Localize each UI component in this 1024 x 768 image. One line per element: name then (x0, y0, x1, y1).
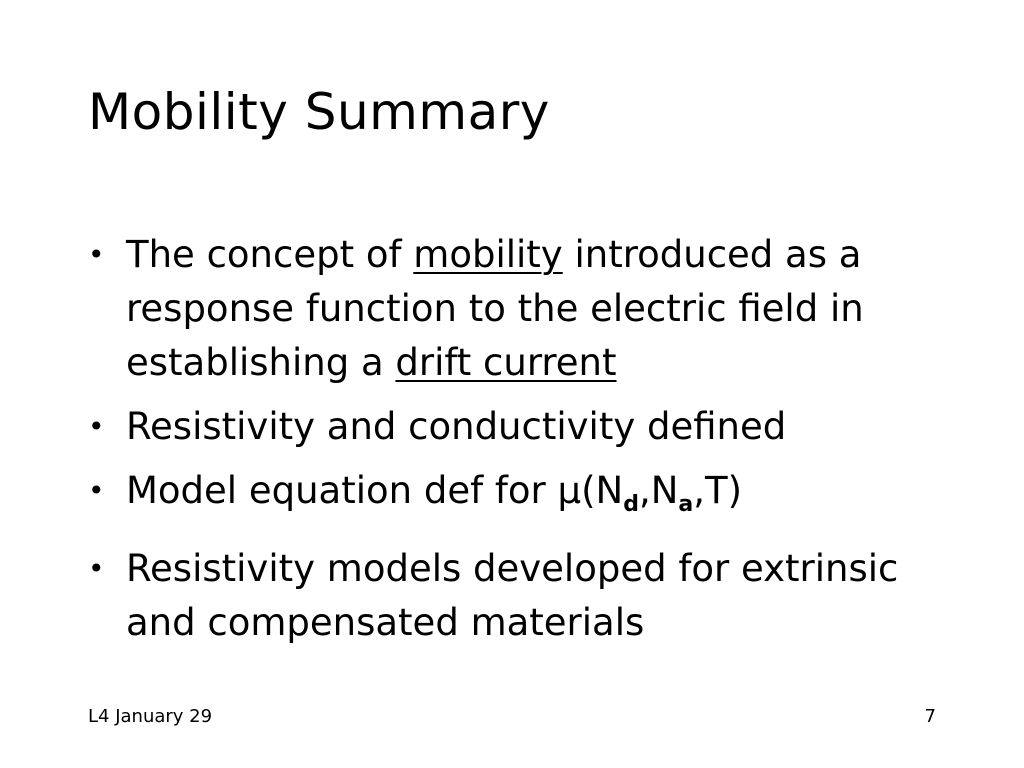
bullet-text (126, 233, 864, 384)
bullet-item (88, 542, 958, 650)
underlined-term: mobility (413, 233, 563, 276)
bullet-text-segment: ,T) (693, 469, 743, 512)
bullet-item (88, 464, 958, 532)
bullet-list (88, 228, 958, 660)
bullet-text-segment: ,N (638, 469, 679, 512)
footer-label: L4 January 29 (88, 706, 213, 727)
bullet-text (126, 469, 743, 517)
underlined-term: drift current (395, 341, 617, 384)
bullet-icon: • (88, 238, 105, 271)
bullet-item (88, 400, 958, 454)
bullet-text: Resistivity models developed for extrinsic and compensated materials (126, 547, 899, 644)
bullet-text: Resistivity and conductivity defined (126, 405, 787, 448)
bullet-text-segment: Model equation def for μ(N (126, 469, 624, 512)
bullet-icon: • (88, 474, 105, 507)
bullet-item (88, 228, 958, 390)
subscript: a (678, 492, 694, 517)
bullet-icon: • (88, 552, 105, 585)
bullet-icon: • (88, 410, 105, 443)
page-number: 7 (924, 706, 936, 727)
slide-title: Mobility Summary (88, 83, 550, 141)
subscript: d (623, 492, 639, 517)
bullet-text-segment: introduced as a response function to the electric field in establishing a (126, 233, 864, 384)
bullet-text-segment: The concept of (126, 233, 414, 276)
